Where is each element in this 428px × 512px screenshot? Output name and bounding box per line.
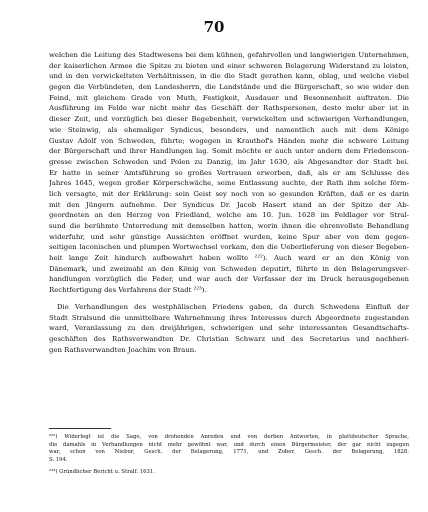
text-line: ward, Veranlassung zu den dreijährigen, schwierigen und sehr interessanten Gesandtschafts- xyxy=(49,324,409,333)
text-line: Die Verhandlungen des westphälischen Friedens gaben, da durch Schwedens Einfluß der xyxy=(57,302,409,311)
text-line: welchen die Leitung des Stadtwesens bei dem kühnen, gefahrvollen und langwierigen Unternehmen, xyxy=(49,51,409,59)
text-line: widerfuhr, und sehr günstige Aussichten eröffnet wurden, keine Spur aber von dem gegen- xyxy=(49,232,409,241)
text-line: Rechtfertigung des Verfahrens der Stadt ²²³). xyxy=(49,286,207,295)
footnote-line: die damahls in Verhandlungen nicht mehr gewöhnt war, und durch einen Bürgermeister, der gar nicht zugegen xyxy=(49,441,409,448)
text-line: mit den Jüngern aufnehme. Der Syndicus Dr. Jacob Hasert stand an der Spitze der Ab- xyxy=(49,200,409,209)
text-line: sund die berühmte Unterredung mit demselben hatten, worin ihnen die ehrenvollste Behandlung xyxy=(49,222,409,230)
text-line: Ausführung im Felde war nicht mehr das Geschäft der Rathspersonen, desto mehr aber ist in xyxy=(49,104,409,113)
footnote-line: war, schon von Niebur, Gesch. der Belagerung, 1771, und Zober, Gesch. der Belagerung, 1828. xyxy=(49,449,409,456)
text-line: Er hatte in seiner Amtsführung so großes Vertrauen erworben, daß, als er am Schlusse des xyxy=(49,168,409,177)
footnote xyxy=(49,434,409,465)
text-line: Stadt Stralsund die unmittelbare Wahrnehmung ihres Interesses durch Abgeordnete zugestanden xyxy=(49,313,409,322)
paragraph xyxy=(49,50,409,296)
text-line: der kaiserlichen Armee die Spitze zu bieten und einer schweren Belagerung Widerstand zu leisten, xyxy=(49,61,409,70)
text-line: gegen die Verbündeten, den Landesherrn, die Landstände und die Bürgerschaft, so wie wider den xyxy=(49,83,409,92)
footnotes xyxy=(49,434,409,481)
paragraph xyxy=(49,302,409,355)
text-line: Dänemark, und zweimahl an den König von Schweden deputirt, führte in den Belagerungsver- xyxy=(49,264,409,273)
text-line: dieser Zeit, und vorzüglich bei dieser Begebenheit, verwickelten und schwierigen Verhandlungen, xyxy=(49,115,409,124)
text-line: seitigen laconischen und plumpen Wortwechsel vorkam, den die Ueberlieferung von dieser Begeben- xyxy=(49,243,409,252)
text-line: wie Steinwig, als ehemaliger Syndicus, besonders, und namentlich auch mit dem Könige xyxy=(49,125,409,134)
footnote-line: S. 194. xyxy=(49,457,68,464)
body-text xyxy=(49,50,409,355)
page-number: 70 xyxy=(203,18,225,36)
text-line: handlungen vorzüglich die Feder, und war auch der Verfasser der im Druck herausgegebenen xyxy=(49,275,409,284)
text-line: Gustav Adolf von Schweden, führte; wogegen in Krauthof's Händen mehr die schwere Leitung xyxy=(49,136,409,145)
text-line: geschäften des Rathsverwandten Dr. Christian Schwarz und des Secretarius und nachheri- xyxy=(49,334,409,343)
text-line: geordneten an den Herzog von Friedland, welche am 10. Jun. 1628 im Feldlager vor Stral- xyxy=(49,211,409,220)
footnote-line: ²²³) Gründlicher Bericht u. Stralf. 1631. xyxy=(49,468,155,475)
text-line: und in den verwickeltsten Verhältnissen, in die die Stadt gerathen kann, oblag, und welche viebel xyxy=(49,72,409,81)
text-line: der Bürgerschaft und ihrer Handlungen lag. Somit möchte er auch unter andern dem Friedenscon- xyxy=(49,147,409,156)
text-line: gen Rathsverwandten Joachim von Braun. xyxy=(49,345,197,354)
text-line: lich versagte, mit der Erklärung: sein Geist sey noch von so gesunden Kräften, daß er es darin xyxy=(49,189,409,198)
footnote-separator xyxy=(49,428,111,429)
text-line: Jahres 1645, wegen großer Körperschwäche, seine Entlassung suchte, der Rath ihm solche förm- xyxy=(49,179,409,188)
text-line: Feind, mit gleichem Grade von Muth, Festigkeit, Ausdauer und Besonnenheit auftraten. Die xyxy=(49,93,409,102)
footnote-line: ²²²) Widerlegt ist die Sage, von drohenden Anreden und von derben Antworten, in plattdeutscher Sprache, xyxy=(49,434,409,440)
text-line: heit lange Zeit hindurch aufbewahrt haben wollte ²²²). Auch ward er an den König von xyxy=(49,254,409,263)
text-line: gresse zwischen Schweden und Polen zu Danzig, im Jahr 1630, als Abgesandter der Stadt bei. xyxy=(49,157,409,166)
footnote xyxy=(49,469,409,477)
